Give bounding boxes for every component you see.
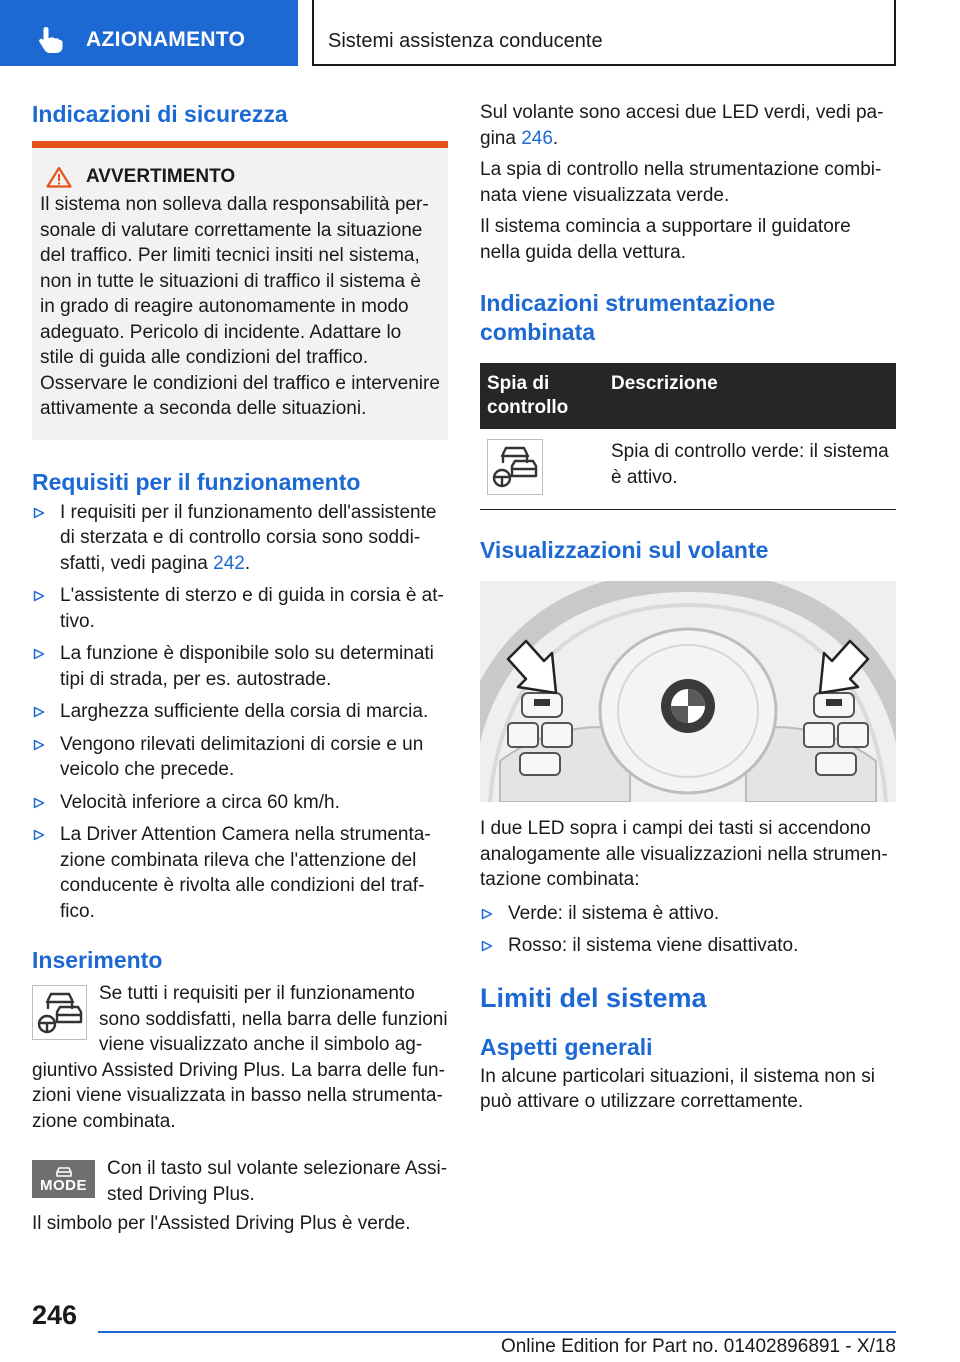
list-item [32, 822, 448, 924]
requirements-heading: Requisiti per il funzionamento [32, 468, 361, 495]
hand-pointer-icon [38, 26, 64, 54]
bullet-triangle-icon [481, 908, 493, 920]
steering-wheel-drawing [480, 581, 896, 802]
list-item-text: Verde: il sistema è attivo. [508, 902, 720, 924]
bullet-triangle-icon [33, 507, 45, 519]
insert-text: Se tutti i requisiti per il funzionamento sono soddisfatti, nella barra delle funzioni viene visualizzato anche il simbolo aggiuntivo Assisted Driving Plus. La barra delle funzioni viene visualizzata in basso nella strumentazione combinata. [32, 983, 448, 1132]
general-text: In alcune particolari situazioni, il sistema non si può attivare o utilizzare correttamente. [480, 1065, 875, 1112]
list-item-text: Vengono rilevati delimitazioni di corsie e un veicolo che precede. [60, 733, 424, 780]
page-link[interactable]: 242 [213, 552, 245, 574]
warning-text: Il sistema non solleva dalla responsabilità personale di valutare correttamente la situazione del traffico. Per limiti tecnici insiti nel sistema, non in tutte le situazioni di traffico il sistema è in grado di reagire autonomamente in modo adeguato. Pericolo di incidente. Adattare lo stile di guida alle condizioni del traffico. Osservare le condizioni del traffico e intervenire attivamente a seconda delle situazioni. [40, 194, 440, 419]
list-item-text: Rosso: il sistema viene disattivato. [508, 935, 799, 956]
symbol-text: Il simbolo per l'Assisted Driving Plus è verde. [32, 1213, 411, 1234]
footer-rule [98, 1331, 896, 1333]
list-item-text: Velocità inferiore a circa 60 km/h. [60, 791, 340, 813]
left-column [32, 100, 448, 1237]
mode-label: MODE [40, 1176, 87, 1194]
assisted-driving-icon [490, 444, 540, 490]
warning-title: AVVERTIMENTO [86, 166, 236, 187]
insert-heading: Inserimento [32, 947, 163, 973]
edition-note: Online Edition for Part no. 01402896891 - X/18 [500, 1336, 896, 1357]
list-item [32, 641, 448, 692]
mode-block [32, 1156, 448, 1207]
wheel-text: I due LED sopra i campi dei tasti si accendono analogamente alle visualizzazioni nella strumentazione combinata: [480, 818, 888, 890]
led-text [480, 100, 896, 151]
warning-triangle-icon [46, 166, 72, 188]
page-number: 246 [32, 1300, 78, 1330]
begin-text: Il sistema comincia a supportare il guidatore nella guida della vettura. [480, 216, 851, 263]
car-icon [55, 1166, 73, 1178]
page-link-246[interactable]: 246 [521, 127, 553, 149]
insert-block [32, 981, 448, 1134]
table-cell-icon [480, 429, 604, 510]
section-tab[interactable] [0, 0, 298, 66]
steering-wheel-illustration [480, 581, 896, 802]
list-item [32, 732, 448, 783]
spia-text: La spia di controllo nella strumentazione combinata viene visualizzata verde. [480, 159, 882, 206]
list-item [32, 500, 448, 577]
table-cell-description: Spia di controllo verde: il sistema è attivo. [604, 429, 896, 510]
table-header-row [480, 363, 896, 429]
right-column [480, 100, 896, 1115]
bullet-triangle-icon [33, 829, 45, 841]
general-heading: Aspetti generali [480, 1033, 653, 1060]
indicator-table [480, 363, 896, 510]
list-item [480, 933, 896, 959]
led-text-start: Sul volante sono accesi due LED verdi, vedi pagina [480, 102, 884, 149]
assisted-driving-icon [35, 990, 85, 1036]
list-item-text: La Driver Attention Camera nella strumentazione combinata rileva che l'attenzione del conducente è rivolta alle condizioni del traffico. [60, 824, 431, 922]
table-header-indicator: Spia di controllo [480, 363, 604, 429]
bullet-triangle-icon [33, 648, 45, 660]
mode-text: Con il tasto sul volante selezionare Assisted Driving Plus. [107, 1158, 448, 1205]
list-item-text: Larghezza sufficiente della corsia di marcia. [60, 701, 429, 722]
bullet-triangle-icon [33, 797, 45, 809]
safety-heading: Indicazioni di sicurezza [32, 101, 288, 127]
list-item [32, 583, 448, 634]
led-text-end: . [552, 127, 559, 149]
wheel-led-list [480, 901, 896, 959]
bullet-triangle-icon [33, 706, 45, 718]
requirements-list [32, 500, 448, 925]
mode-button [32, 1160, 95, 1198]
section-tab-label: AZIONAMENTO [86, 28, 246, 51]
table-header-description: Descrizione [604, 363, 896, 429]
assisted-driving-symbol [32, 985, 87, 1040]
indicator-symbol [487, 439, 543, 495]
list-item [480, 901, 896, 927]
list-item-end: . [244, 552, 251, 574]
table-row [480, 429, 896, 510]
list-item-text: La funzione è disponibile solo su determinati tipi di strada, per es. autostrade. [60, 643, 434, 690]
chapter-title: Sistemi assistenza conducente [328, 30, 603, 52]
list-item-text: L'assistente di sterzo e di guida in corsia è attivo. [60, 585, 444, 632]
list-item [32, 699, 448, 725]
limits-heading: Limiti del sistema [480, 982, 707, 1013]
warning-header [46, 166, 440, 188]
chapter-title-box [312, 0, 896, 66]
instrument-heading: Indicazioni strumentazione combinata [480, 290, 776, 345]
bullet-triangle-icon [33, 739, 45, 751]
bullet-triangle-icon [481, 940, 493, 952]
list-item [32, 790, 448, 816]
list-item-text: I requisiti per il funzionamento dell'assistente di sterzata e di controllo corsia sono soddisfatti, vedi pagina [60, 501, 437, 574]
wheel-heading: Visualizzazioni sul volante [480, 537, 769, 563]
warning-box [32, 141, 448, 440]
bullet-triangle-icon [33, 590, 45, 602]
page-header [0, 0, 960, 66]
